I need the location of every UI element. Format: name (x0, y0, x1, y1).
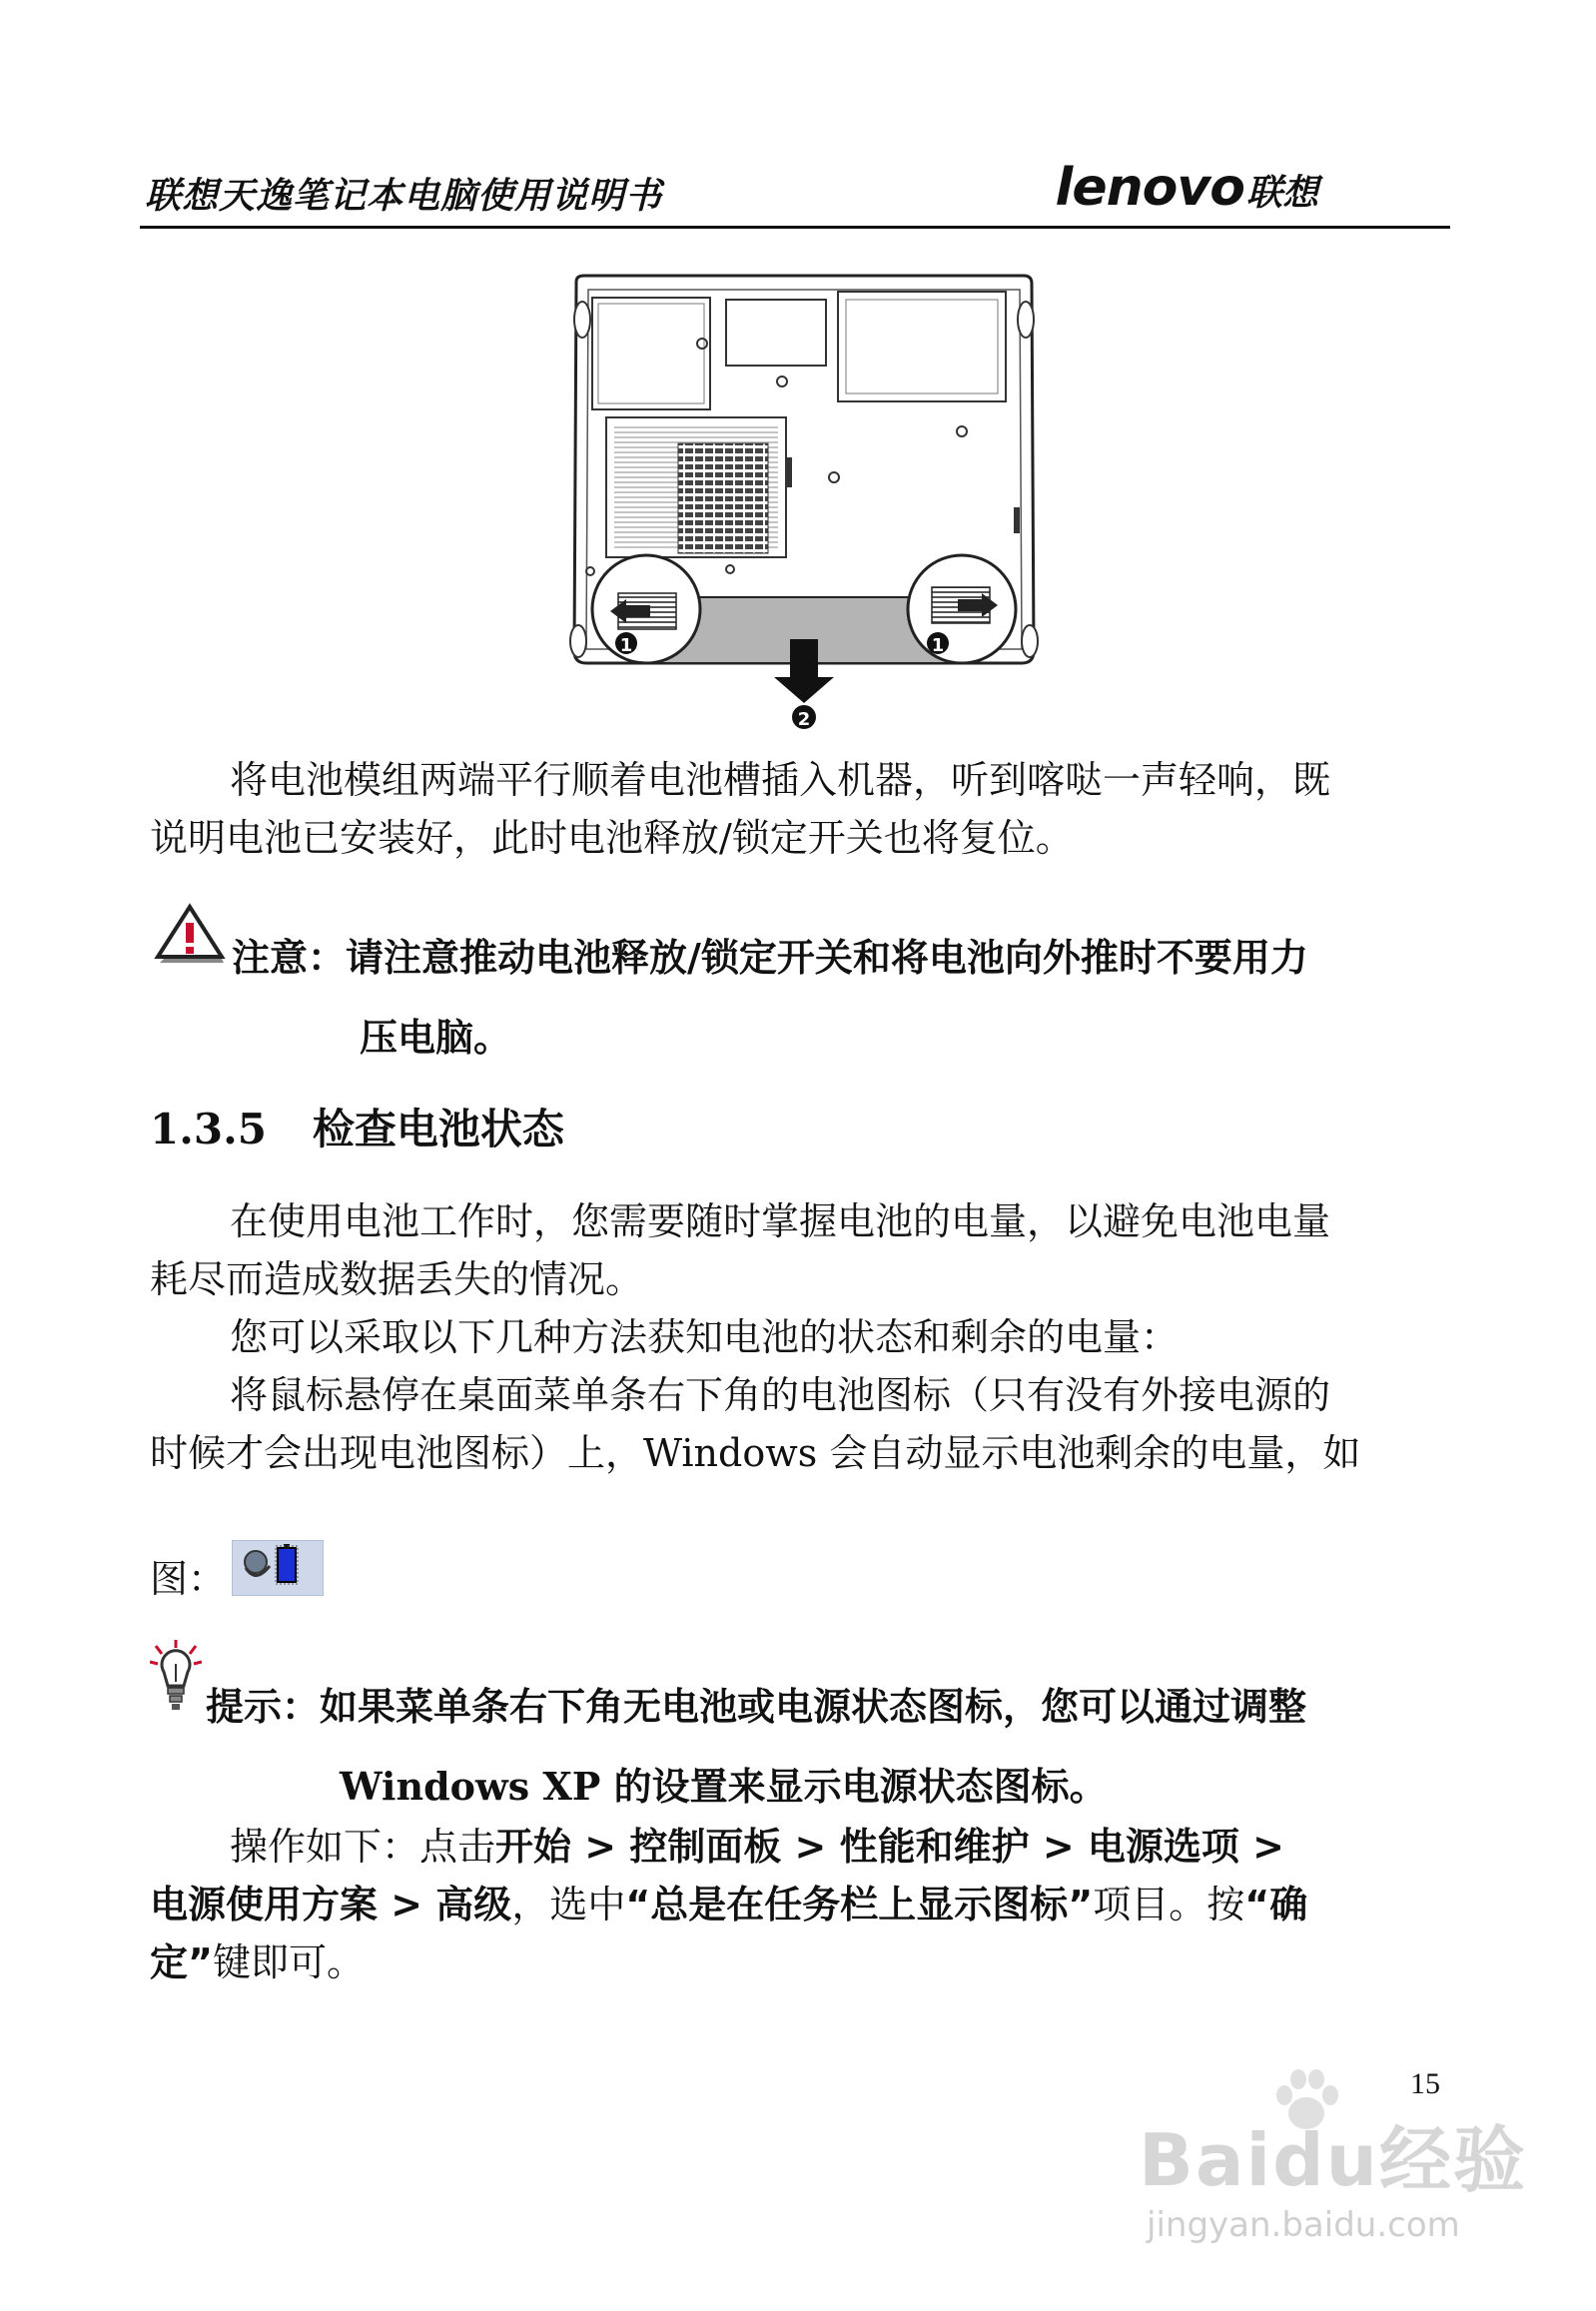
steps-option: “总是在任务栏上显示图标” (625, 1883, 1094, 1926)
caution-line2: 压电脑。 (360, 1016, 512, 1060)
paragraph-hover-line2: 时候才会出现电池图标）上，Windows 会自动显示电池剩余的电量，如 (150, 1431, 1361, 1475)
warning-icon (150, 901, 228, 963)
paragraph-steps (150, 1818, 1448, 1991)
tip-line2: Windows XP 的设置来显示电源状态图标。 (340, 1764, 1108, 1809)
marker-1-left: 1 (619, 635, 633, 656)
steps-mid: ，选中 (511, 1883, 626, 1926)
paragraph-usage-line2: 耗尽而造成数据丢失的情况。 (150, 1257, 644, 1301)
steps-line2 (150, 1876, 1448, 1933)
steps-path1: 开始 > 控制面板 > 性能和维护 > 电源选项 > (495, 1825, 1284, 1869)
section-title: 检查电池状态 (312, 1105, 564, 1154)
paragraph-methods-line1: 您可以采取以下几种方法获知电池的状态和剩余的电量： (230, 1315, 1180, 1359)
steps-confirm2: 定” (150, 1940, 213, 1984)
paragraph-install-line1: 将电池模组两端平行顺着电池槽插入机器，听到喀哒一声轻响，既 (230, 758, 1331, 802)
baidu-watermark-url: jingyan.baidu.com (1147, 2205, 1460, 2245)
paragraph-install-line2: 说明电池已安装好，此时电池释放/锁定开关也将复位。 (150, 816, 1074, 860)
steps-line3 (150, 1933, 1448, 1991)
paragraph-hover-line3: 图： (150, 1557, 227, 1601)
battery-tray-icon (232, 1540, 324, 1596)
steps-prefix: 操作如下：点击 (230, 1825, 496, 1869)
paragraph-hover-line1: 将鼠标悬停在桌面菜单条右下角的电池图标（只有没有外接电源的 (230, 1373, 1331, 1417)
steps-suffix: 项目。按 (1093, 1883, 1245, 1926)
tip-line1: 提示：如果菜单条右下角无电池或电源状态图标，您可以通过调整 (206, 1685, 1307, 1729)
steps-confirm1: “确 (1244, 1883, 1308, 1926)
caution-line1: 注意：请注意推动电池释放/锁定开关和将电池向外推时不要用力 (232, 936, 1308, 980)
steps-path2: 电源使用方案 > 高级 (150, 1883, 512, 1926)
laptop-bottom-diagram (554, 272, 1054, 736)
header-rule (140, 226, 1450, 229)
lightbulb-icon (150, 1638, 202, 1716)
steps-line1 (150, 1818, 1448, 1876)
header-title: 联想天逸笔记本电脑使用说明书 (145, 176, 663, 217)
logo-cn: 联想 (1245, 173, 1318, 214)
marker-1-right: 1 (931, 635, 945, 656)
paragraph-usage-line1: 在使用电池工作时，您需要随时掌握电池的电量，以避免电池电量 (230, 1199, 1331, 1243)
page-number: 15 (1410, 2067, 1440, 2100)
baidu-watermark: Baidu经验 (1139, 2118, 1527, 2202)
logo-wordmark: lenovo (1055, 158, 1244, 218)
steps-end: 键即可。 (212, 1940, 365, 1984)
lenovo-logo (1056, 158, 1318, 218)
section-number: 1.3.5 (150, 1105, 267, 1154)
marker-2: 2 (797, 709, 811, 730)
paragraph-install (150, 751, 1448, 867)
section-heading (150, 1097, 564, 1156)
paragraph-usage (150, 1192, 1448, 1482)
